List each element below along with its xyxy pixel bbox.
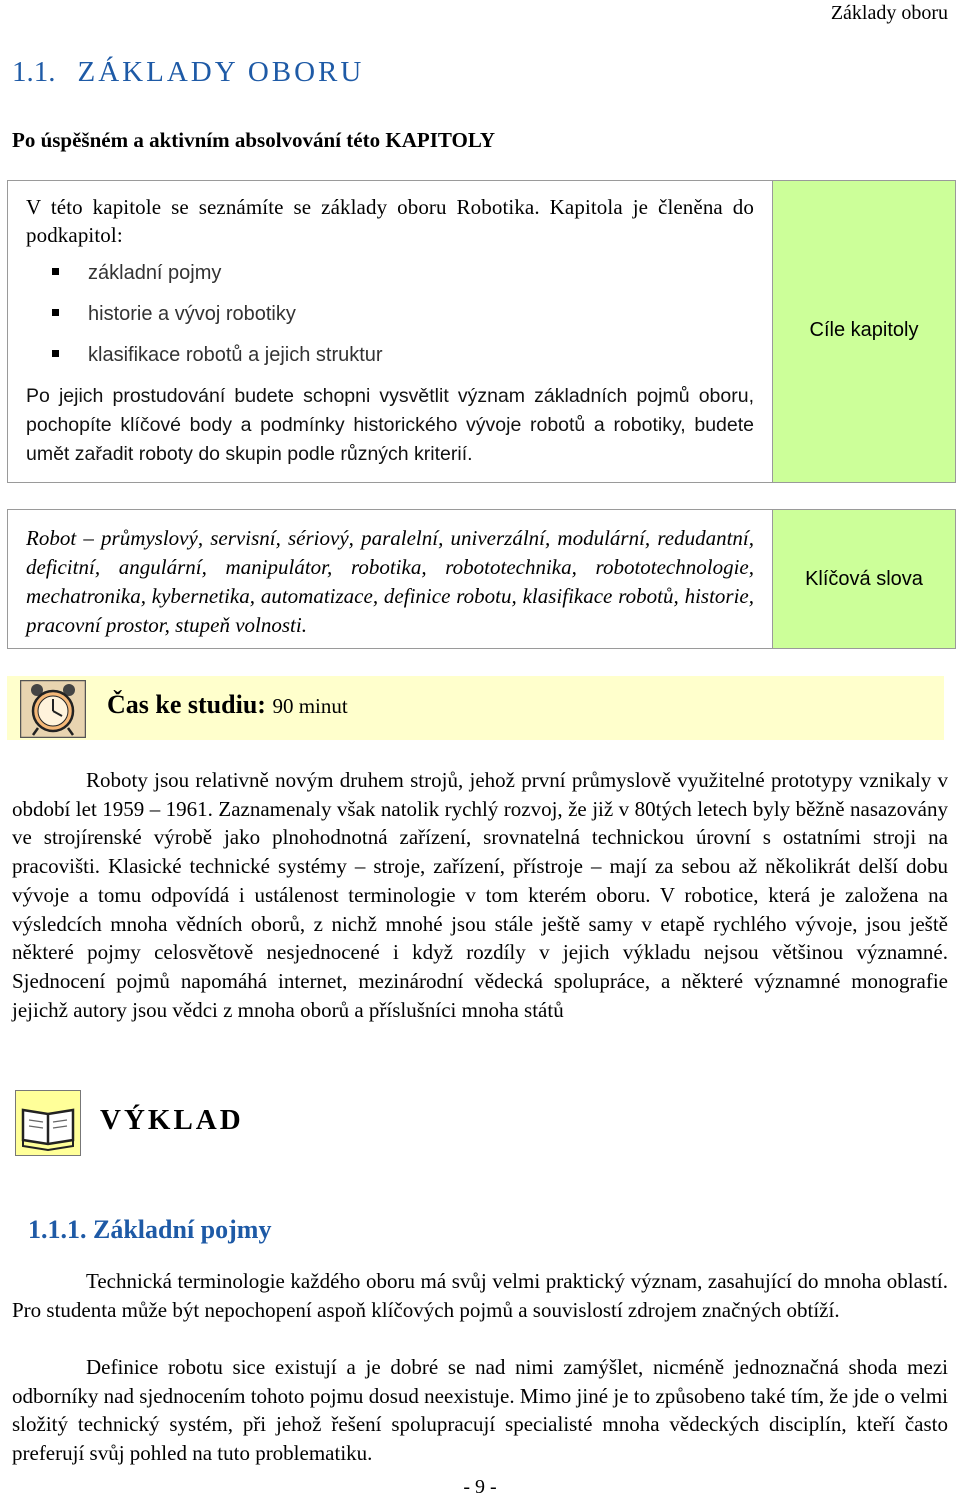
chapter-name: ZÁKLADY OBORU [77, 56, 365, 88]
chapter-title [12, 56, 364, 89]
square-bullet-icon [52, 268, 59, 275]
list-item: základní pojmy [88, 259, 754, 300]
section-paragraph: Definice robotu sice existují a je dobré se nad nimi zamýšlet, nicméně jednoznačná shoda mezi odborníky nad sjednocením tohoto pojmu dosud neexistuje. Mimo jiné je to způsobeno také tím, že jde o velmi složitý technický systém, při jehož řešení spolupracují specialisté mnoha vědeckých disciplín, kteří často preferují svůj pohled na tuto problematiku. [12, 1355, 948, 1466]
body-paragraph: Roboty jsou relativně novým druhem strojů, jehož první průmyslově využitelné prototypy vznikaly v období let 1959 – 1961. Zaznamenaly však natolik rychlý rozvoj, že již v 80tých letech byly běžně nasazovány ve strojírenské výrobě jako plnohodnotná zařízení, srovnatelná technickou úrovní s ostatními stroji na pracovišti. Klasické technické systémy – stroje, zařízení, přístroje – mají za sebou až několikrát delší dobu vývoje a tomu odpovídá i ustálenost terminologie v tom kterém oboru. V robotice, která je založena na výsledcích mnoha vědních oborů, z nichž mnohé jsou stále ještě samy v etapě rychlého vývoje, jsou ještě některé pojmy celosvětově nesjednocené i když rozdíly v jejich výkladu nejsou většinou významné. Sjednocení pojmů napomáhá internet, mezinárodní vědecká spolupráce, a některé významné monografie jejichž autory jsou vědci z mnoha oborů a příslušníci mnoha států [12, 768, 948, 1022]
square-bullet-icon [52, 350, 59, 357]
list-item: historie a vývoj robotiky [88, 300, 754, 341]
goals-intro: V této kapitole se seznámíte se základy oboru Robotika. Kapitola je členěna do podkapitol: [26, 195, 754, 247]
goals-label: Cíle kapitoly [773, 181, 955, 482]
study-time [107, 690, 348, 720]
section-heading-vyklad: VÝKLAD [100, 1104, 244, 1136]
alarm-clock-icon [20, 680, 86, 743]
chapter-subtitle: Po úspěšném a aktivním absolvování této KAPITOLY [12, 128, 496, 152]
study-time-value: 90 minut [272, 694, 348, 718]
goals-text: Po jejich prostudování budete schopni vysvětlit význam základních pojmů oboru, pochopíte klíčové body a podmínky historického vývoje robotů a robotiky, budete umět zařadit roboty do skupin podle různých kriterií. [26, 385, 754, 465]
list-item: klasifikace robotů a jejich struktur [88, 341, 754, 382]
chapter-number: 1.1. [12, 56, 56, 88]
page-number: - 9 - [463, 1476, 497, 1498]
subchapter-list [26, 259, 754, 382]
square-bullet-icon [52, 309, 59, 316]
goals-box [7, 180, 956, 483]
study-time-bar [7, 676, 944, 740]
keywords-content [8, 510, 773, 648]
keywords-label: Klíčová slova [773, 510, 955, 648]
open-book-icon [15, 1090, 81, 1161]
keywords-text: Robot – průmyslový, servisní, sériový, paralelní, univerzální, modulární, redudantní, deficitní, angulární, manipulátor, robotika, robototechnika, robototechnologie, mechatronika, kybernetika, automatizace, definice robotu, klasifikace robotů, historie, pracovní prostor, stupeň volnosti. [26, 526, 754, 637]
section-title: 1.1.1. Základní pojmy [28, 1215, 272, 1244]
running-header: Základy oboru [830, 2, 948, 24]
keywords-box [7, 509, 956, 649]
section-paragraph: Technická terminologie každého oboru má svůj velmi praktický význam, zasahující do mnoha oblastí. Pro studenta může být nepochopení aspoň klíčových pojmů a souvislostí zdrojem značných obtíží. [12, 1269, 948, 1322]
study-time-label: Čas ke studiu: [107, 690, 266, 719]
goals-content [8, 181, 773, 482]
